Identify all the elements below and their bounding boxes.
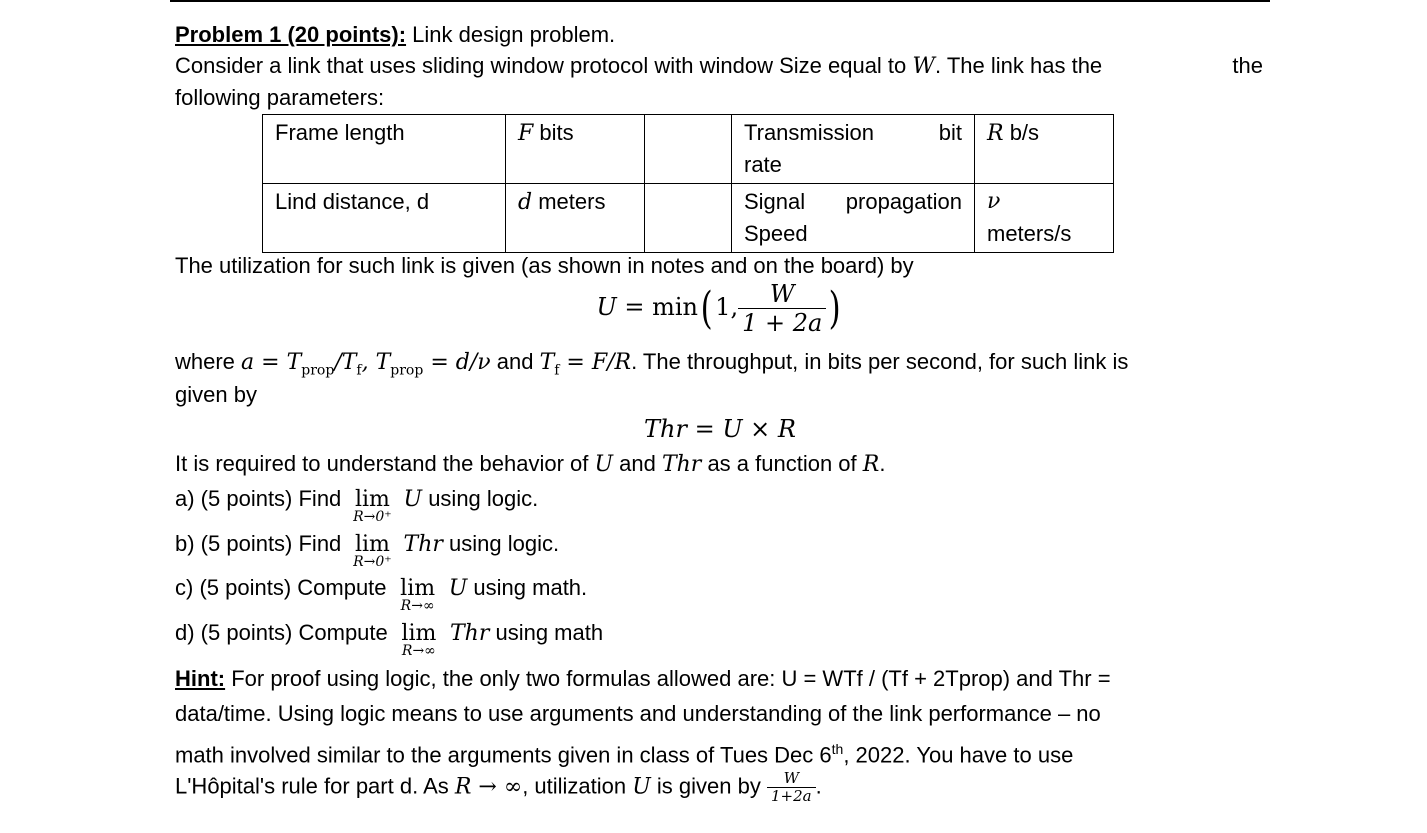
table-cell (645, 184, 732, 253)
table-cell: F bits (506, 115, 645, 184)
table-cell: d meters (506, 184, 645, 253)
intro-line-2: following parameters: (175, 85, 385, 110)
intro-text-1: Consider a link that uses sliding window protocol with window Size equal to W. The link has the (175, 53, 1103, 79)
table-cell: Transmission bit rate (732, 115, 975, 184)
hint-line-4: L'Hôpital's rule for part d. As R → ∞, utilization U is given by $\frac{W}{1+2a}$ . (175, 769, 822, 805)
table-row (263, 184, 1114, 253)
part-b: b) (5 points) Find lim R→0⁺ Thr using logic. (175, 531, 560, 570)
throughput-formula: Thr = U × R (644, 415, 796, 443)
problem-title: Problem 1 (20 points): (175, 22, 407, 47)
parameter-table (262, 114, 1114, 253)
problem-heading (175, 20, 615, 50)
table-row (263, 115, 1114, 184)
part-a: a) (5 points) Find lim R→0⁺ U using logic. (175, 486, 539, 525)
utilization-text: The utilization for such link is given (as shown in notes and on the board) by (175, 253, 914, 278)
hint-line-3: math involved similar to the arguments given in class of Tues Dec 6th, 2022. You have to use (175, 741, 1074, 768)
utilization-fraction: $\frac{W}{1 + 2a}$ (738, 280, 826, 337)
required-line: It is required to understand the behavior of U and Thr as a function of R. (175, 451, 886, 477)
hint-fraction: $\frac{W}{1+2a}$ (767, 770, 816, 805)
given-by-text: given by (175, 382, 257, 407)
table-cell: R b/s (975, 115, 1114, 184)
intro-line-1 (175, 51, 1263, 82)
hint-label: Hint: (175, 666, 226, 691)
table-cell: Frame length (263, 115, 506, 184)
table-cell (645, 115, 732, 184)
top-rule (170, 0, 1270, 2)
table-cell: Lind distance, d (263, 184, 506, 253)
hint-line-1: Hint: For proof using logic, the only two formulas allowed are: U = WTf / (Tf + 2Tprop) and Thr = (175, 666, 1111, 691)
table-cell: ν meters/s (975, 184, 1114, 253)
part-c: c) (5 points) Compute lim R→∞ U using math. (175, 575, 588, 614)
table-cell: Signal propagation Speed (732, 184, 975, 253)
part-d: d) (5 points) Compute lim R→∞ Thr using math (175, 620, 604, 659)
where-line: where $a = T_{prop}/T_f$, $T_{prop} = d/\nu$ and $T_f = F/R$. The throughput, in bits per second, for such link is (175, 349, 1129, 379)
intro-tail: the (1232, 53, 1263, 78)
hint-line-2: data/time. Using logic means to use arguments and understanding of the link performance – no (175, 701, 1101, 726)
utilization-formula: U = min( 1, $\frac{W}{1 + 2a}$ ) (596, 280, 841, 337)
problem-subtitle: Link design problem. (406, 22, 616, 47)
